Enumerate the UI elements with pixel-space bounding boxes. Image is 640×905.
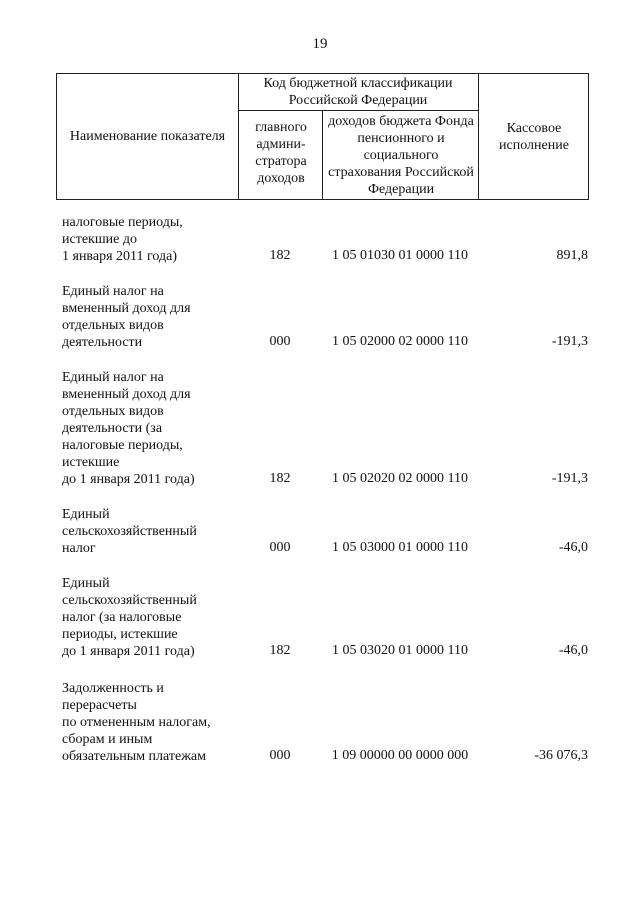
row-income-code: 1 05 02020 02 0000 110 — [332, 471, 468, 486]
row-name: Единый сельскохозяйственный налог — [62, 507, 197, 556]
row-amount: -191,3 — [551, 471, 588, 486]
row-name: Единый налог на вмененный доход для отдельных видов деятельности (за налоговые периоды, истекшие до 1 января 2011 года) — [62, 370, 195, 487]
row-admin-code: 000 — [269, 334, 291, 349]
header-divider-1 — [238, 73, 239, 200]
page-number: 19 — [312, 36, 328, 52]
header-group-border — [238, 110, 478, 111]
header-divider-3 — [478, 73, 479, 200]
row-amount: -46,0 — [558, 540, 588, 555]
row-income-code: 1 05 03000 01 0000 110 — [332, 540, 468, 555]
header-divider-2 — [322, 110, 323, 200]
header-group-label: Код бюджетной классификации Российской Федерации — [263, 76, 453, 108]
row-name: налоговые периоды, истекшие до 1 января 2011 года) — [62, 215, 183, 264]
row-admin-code: 182 — [269, 248, 291, 263]
row-amount: 891,8 — [556, 248, 588, 263]
row-amount: -46,0 — [558, 643, 588, 658]
header-col-admin: главного админи-стратора доходов — [255, 120, 307, 186]
row-name: Единый налог на вмененный доход для отдельных видов деятельности — [62, 284, 191, 350]
row-income-code: 1 05 03020 01 0000 110 — [332, 643, 468, 658]
row-amount: -36 076,3 — [534, 748, 588, 763]
row-amount: -191,3 — [551, 334, 588, 349]
row-income-code: 1 09 00000 00 0000 000 — [331, 748, 469, 763]
row-income-code: 1 05 02000 02 0000 110 — [332, 334, 468, 349]
row-name: Задолженность и перерасчеты по отмененным налогам, сборам и иным обязательным платежам — [62, 681, 211, 764]
row-admin-code: 000 — [269, 748, 291, 763]
row-income-code: 1 05 01030 01 0000 110 — [332, 248, 468, 263]
row-admin-code: 182 — [269, 471, 291, 486]
header-col-income: доходов бюджета Фонда пенсионного и социального страхования Российской Федерации — [328, 114, 474, 197]
header-top-border — [56, 73, 589, 74]
header-col-name: Наименование показателя — [69, 129, 226, 144]
header-right-border — [588, 73, 589, 200]
row-admin-code: 000 — [269, 540, 291, 555]
row-admin-code: 182 — [269, 643, 291, 658]
row-name: Единый сельскохозяйственный налог (за налоговые периоды, истекшие до 1 января 2011 года) — [62, 576, 197, 659]
header-col-amount: Кассовое исполнение — [499, 121, 569, 153]
